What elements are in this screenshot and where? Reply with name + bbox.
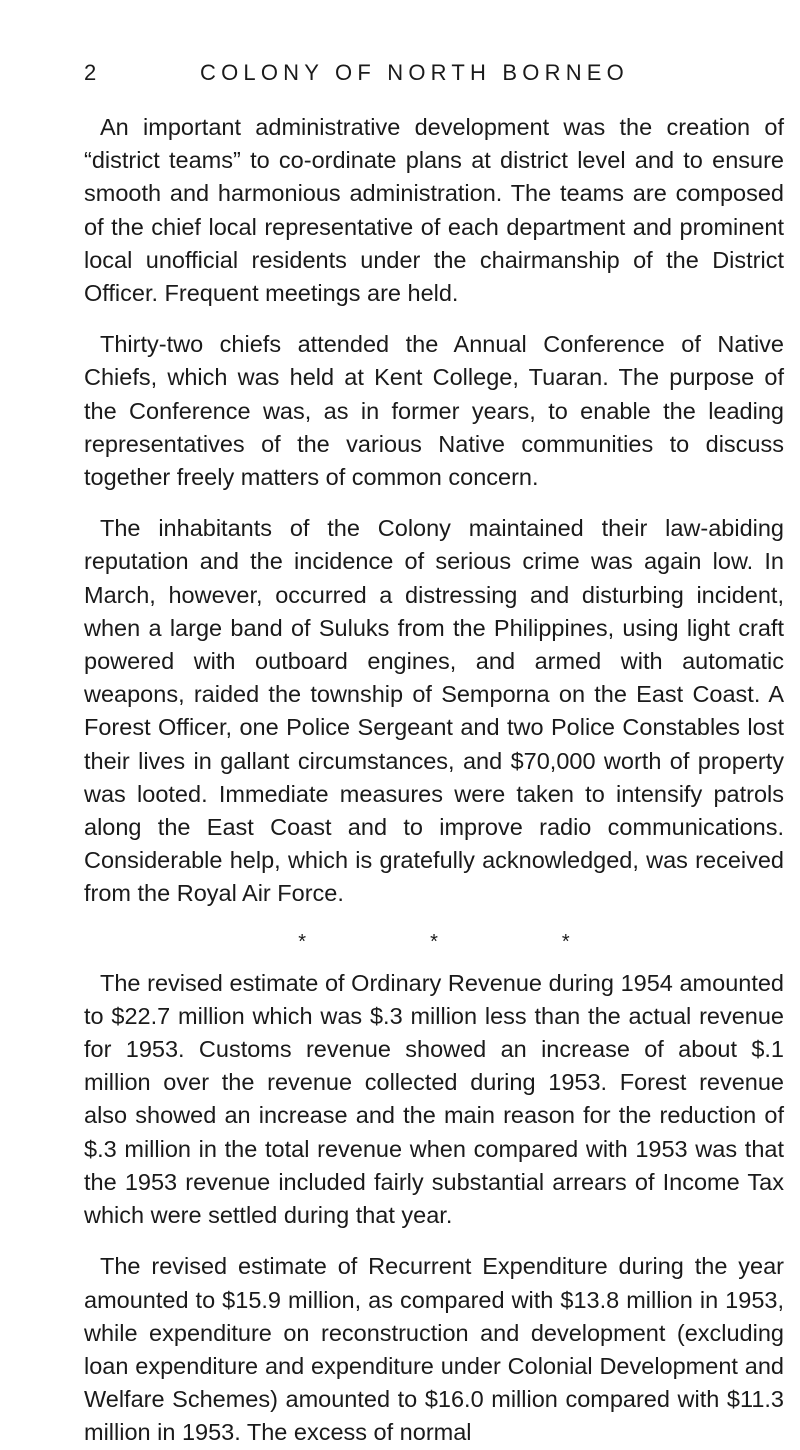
running-header <box>84 55 764 91</box>
paragraph-district-teams: An important administrative development was the creation of “district teams” to co-ordinate plans at district level and to ensure smooth and harmonious administration. The teams are composed of the chief local representative of each department and prominent local unofficial residents under the chairmanship of the District Officer. Frequent meetings are held. <box>84 114 784 307</box>
paragraph-recurrent-expenditure: The revised estimate of Recurrent Expenditure during the year amounted to $15.9 million, as compared with $13.8 million in 1953, while expenditure on reconstruction and development (excluding loan expenditure and expenditure under Colonial Development and Welfare Schemes) amounted to $16.0 million compared with $11.3 million in 1953. The excess of normal <box>84 1253 784 1446</box>
body-text <box>84 111 784 1450</box>
paragraph-ordinary-revenue: The revised estimate of Ordinary Revenue during 1954 amounted to $22.7 million which was $.3 million less than the actual revenue for 1953. Customs revenue showed an increase of about $.1 million over the revenue collected during 1953. Forest revenue also showed an increase and the main reason for the reduction of $.3 million in the total revenue when compared with 1953 was that the 1953 revenue included fairly substantial arrears of Income Tax which were settled during that year. <box>84 969 784 1229</box>
page-number: 2 <box>84 60 97 85</box>
separator-asterisk: * <box>298 930 307 953</box>
section-separator <box>84 927 784 957</box>
separator-asterisk: * <box>430 930 438 953</box>
paragraph-semporna-raid: The inhabitants of the Colony maintained their law-abiding reputation and the incidence of serious crime was again low. In March, however, occurred a distressing and disturbing incident, when a large band of Suluks from the Philippines, using light craft powered with outboard engines, and armed with automatic weapons, raided the township of Semporna on the East Coast. A Forest Officer, one Police Sergeant and two Police Constables lost their lives in gallant circumstances, and $70,000 worth of property was looted. Immediate measures were taken to intensify patrols along the East Coast and to improve radio communications. Considerable help, which is gratefully acknowledged, was received from the Royal Air Force. <box>84 515 784 907</box>
separator-asterisk: * <box>561 930 570 953</box>
paragraph-native-chiefs-conference: Thirty-two chiefs attended the Annual Conference of Native Chiefs, which was held at Kent College, Tuaran. The purpose of the Conference was, as in former years, to enable the leading representatives of the various Native communities to discuss together freely matters of common concern. <box>84 331 784 491</box>
header-title: COLONY OF NORTH BORNEO <box>200 60 629 85</box>
